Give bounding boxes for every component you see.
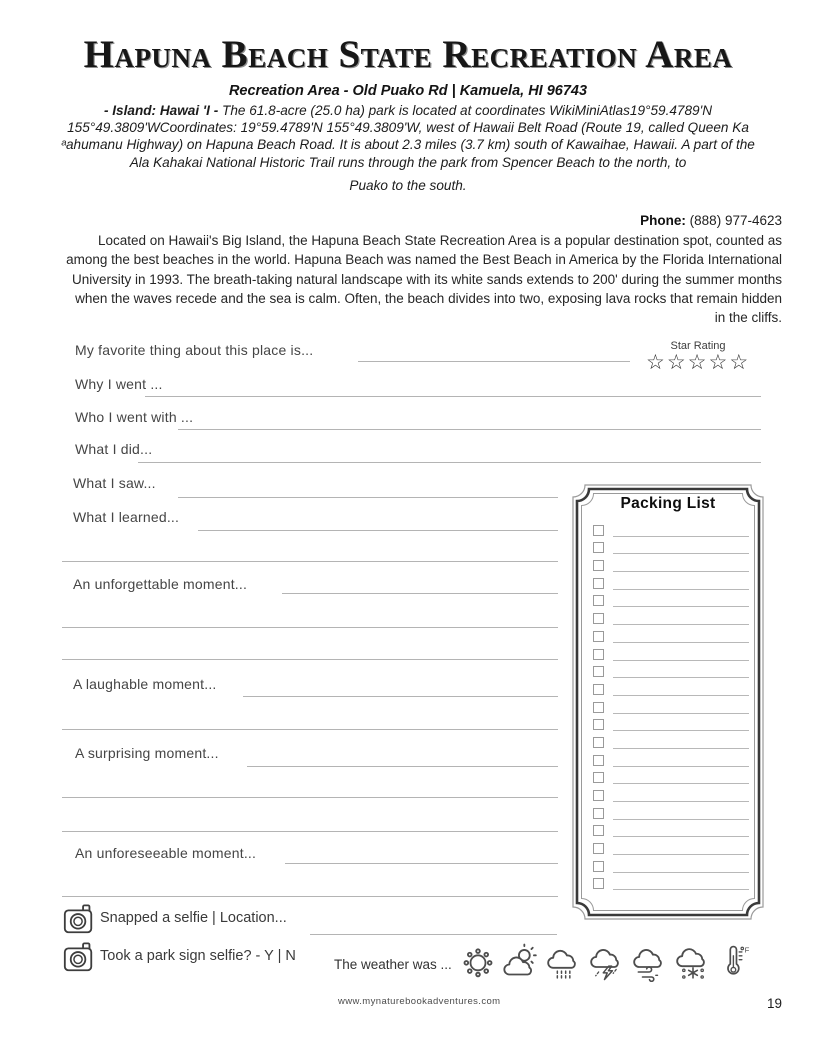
packing-line xyxy=(613,889,749,890)
checkbox-icon[interactable] xyxy=(593,649,604,660)
packing-line xyxy=(613,872,749,873)
label-favorite-thing: My favorite thing about this place is... xyxy=(75,342,314,358)
checkbox-icon[interactable] xyxy=(593,560,604,571)
line-extra-2 xyxy=(62,627,558,628)
packing-line xyxy=(613,854,749,855)
packing-row xyxy=(570,662,766,680)
snow-icon[interactable] xyxy=(673,942,713,982)
label-unforgettable-moment: An unforgettable moment... xyxy=(73,576,248,592)
intro-text: The 61.8-acre (25.0 ha) park is located at coordinates WikiMiniAtlas19°59.4789'N 155°49.3809'WCoordinates: 19°59.4789'N 155°49.3809'W, west of Hawaii Belt Road (Route 19, called Queen Ka ᵃahumanu Highway) on Hapuna Beach Road. It is about 2.3 miles (3.7 km) south of Kawaihae, Hawaii. A part of the Ala Kahakai National Historic Trail runs through the park from Spencer Beach to the north, to xyxy=(61,103,755,170)
packing-row xyxy=(570,785,766,803)
line-extra-7 xyxy=(62,896,558,897)
packing-row xyxy=(570,679,766,697)
packing-line xyxy=(613,695,749,696)
checkbox-icon[interactable] xyxy=(593,666,604,677)
packing-row xyxy=(570,803,766,821)
packing-line xyxy=(613,624,749,625)
packing-rows xyxy=(570,520,766,891)
packing-list-title: Packing List xyxy=(620,495,716,512)
packing-line xyxy=(613,713,749,714)
packing-row xyxy=(570,644,766,662)
camera-icon xyxy=(63,941,94,974)
line-what-i-saw xyxy=(178,497,558,498)
checkbox-icon[interactable] xyxy=(593,861,604,872)
checkbox-icon[interactable] xyxy=(593,808,604,819)
checkbox-icon[interactable] xyxy=(593,825,604,836)
packing-line xyxy=(613,642,749,643)
star-icon[interactable]: ☆ xyxy=(708,351,728,374)
packing-row xyxy=(570,750,766,768)
checkbox-icon[interactable] xyxy=(593,843,604,854)
packing-row xyxy=(570,715,766,733)
footer-url: www.mynaturebookadventures.com xyxy=(338,996,501,1007)
line-what-i-learned xyxy=(198,530,558,531)
phone-label: Phone: xyxy=(640,213,686,228)
star-icon[interactable]: ☆ xyxy=(666,351,686,374)
line-what-i-did xyxy=(138,462,761,463)
packing-row xyxy=(570,768,766,786)
checkbox-icon[interactable] xyxy=(593,595,604,606)
checkbox-icon[interactable] xyxy=(593,525,604,536)
line-why-i-went xyxy=(145,396,761,397)
line-extra-5 xyxy=(62,797,558,798)
checkbox-icon[interactable] xyxy=(593,613,604,624)
packing-line xyxy=(613,836,749,837)
checkbox-icon[interactable] xyxy=(593,737,604,748)
checkbox-icon[interactable] xyxy=(593,790,604,801)
phone-number: (888) 977-4623 xyxy=(689,213,782,228)
line-extra-3 xyxy=(62,659,558,660)
checkbox-icon[interactable] xyxy=(593,578,604,589)
checkbox-icon[interactable] xyxy=(593,631,604,642)
intro-tail: Puako to the south. xyxy=(349,177,467,193)
partly-cloudy-icon[interactable] xyxy=(501,942,541,982)
description-paragraph: Located on Hawaii's Big Island, the Hapuna Beach State Recreation Area is a popular destination spot, counted as among the best beaches in the world. Hapuna Beach was named the Best Beach in America by the Florida International University in 1993. The breath-taking natural landscape with its white sands extends to 200' during the summer months when the waves recede and the sea is calm. Often, the beach divides into two, exposing lava rocks that remain hidden in the cliffs. xyxy=(66,233,782,326)
packing-line xyxy=(613,571,749,572)
sun-icon[interactable] xyxy=(458,942,498,982)
checkbox-icon[interactable] xyxy=(593,684,604,695)
label-what-i-saw: What I saw... xyxy=(73,475,156,491)
star-icon[interactable]: ☆ xyxy=(729,351,749,374)
checkbox-icon[interactable] xyxy=(593,702,604,713)
packing-line xyxy=(613,783,749,784)
label-what-i-learned: What I learned... xyxy=(73,509,180,525)
packing-row xyxy=(570,520,766,538)
line-surprising-moment xyxy=(247,766,558,767)
line-extra-4 xyxy=(62,729,558,730)
packing-row xyxy=(570,573,766,591)
thermometer-icon[interactable] xyxy=(716,942,750,982)
checkbox-icon[interactable] xyxy=(593,719,604,730)
intro-block xyxy=(56,102,760,194)
checkbox-icon[interactable] xyxy=(593,542,604,553)
line-favorite-thing xyxy=(358,361,630,362)
star-icon[interactable]: ☆ xyxy=(646,351,665,374)
label-what-i-did: What I did... xyxy=(75,441,153,457)
packing-line xyxy=(613,553,749,554)
line-laughable-moment xyxy=(243,696,558,697)
checkbox-icon[interactable] xyxy=(593,772,604,783)
packing-line xyxy=(613,677,749,678)
packing-row xyxy=(570,821,766,839)
packing-row xyxy=(570,874,766,892)
weather-options xyxy=(458,942,750,982)
wind-icon[interactable] xyxy=(630,942,670,982)
checkbox-icon[interactable] xyxy=(593,755,604,766)
page-title: Hapuna Beach State Recreation Area xyxy=(83,33,733,76)
star-rating-label: Star Rating xyxy=(670,340,726,352)
line-extra-6 xyxy=(62,831,558,832)
packing-line xyxy=(613,536,749,537)
star-rating xyxy=(646,352,748,373)
page-number: 19 xyxy=(766,996,782,1011)
checkbox-icon[interactable] xyxy=(593,878,604,889)
packing-list-box xyxy=(570,482,766,922)
packing-row xyxy=(570,732,766,750)
packing-row xyxy=(570,856,766,874)
label-surprising-moment: A surprising moment... xyxy=(75,745,219,761)
packing-line xyxy=(613,766,749,767)
phone-line xyxy=(640,213,782,228)
packing-line xyxy=(613,801,749,802)
packing-row xyxy=(570,838,766,856)
weather-label: The weather was ... xyxy=(334,957,452,972)
packing-line xyxy=(613,819,749,820)
rain-icon[interactable] xyxy=(544,942,584,982)
thunderstorm-icon[interactable] xyxy=(587,942,627,982)
packing-line xyxy=(613,748,749,749)
packing-line xyxy=(613,589,749,590)
line-extra-1 xyxy=(62,561,558,562)
packing-row xyxy=(570,555,766,573)
packing-row xyxy=(570,538,766,556)
line-unforeseeable-moment xyxy=(285,863,558,864)
park-sign-selfie-label: Took a park sign selfie? - Y | N xyxy=(100,948,296,964)
packing-row xyxy=(570,608,766,626)
island-label: - Island: Hawai 'I - xyxy=(103,103,219,118)
packing-line xyxy=(613,730,749,731)
packing-line xyxy=(613,660,749,661)
packing-row xyxy=(570,591,766,609)
line-selfie-location xyxy=(310,934,557,935)
intro-paragraph xyxy=(56,102,760,171)
packing-row xyxy=(570,697,766,715)
packing-line xyxy=(613,606,749,607)
camera-icon xyxy=(63,903,94,936)
svg-text:F: F xyxy=(744,945,750,955)
label-why-i-went: Why I went ... xyxy=(75,376,163,392)
label-laughable-moment: A laughable moment... xyxy=(73,676,217,692)
label-who-i-went-with: Who I went with ... xyxy=(75,409,194,425)
address-subtitle: Recreation Area - Old Puako Rd | Kamuela, HI 96743 xyxy=(228,83,588,99)
line-who-i-went-with xyxy=(178,429,761,430)
snapped-selfie-label: Snapped a selfie | Location... xyxy=(100,910,287,926)
line-unforgettable-moment xyxy=(282,593,558,594)
star-icon[interactable]: ☆ xyxy=(687,351,707,374)
packing-row xyxy=(570,626,766,644)
label-unforeseeable-moment: An unforeseeable moment... xyxy=(75,845,257,861)
